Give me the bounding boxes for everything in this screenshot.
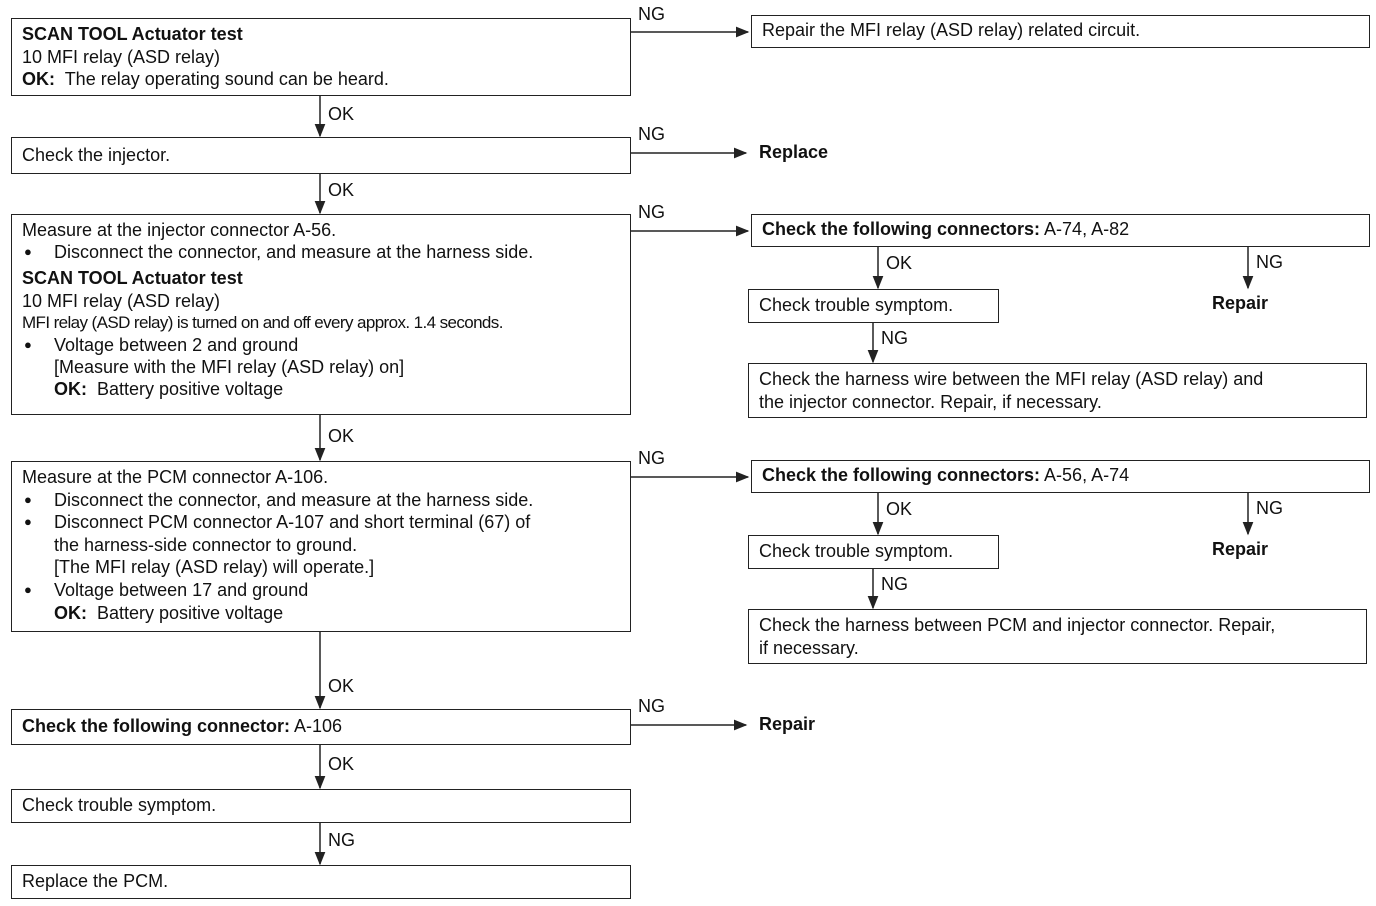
step7-text: Replace the PCM. (22, 871, 169, 891)
step4-sub: [The MFI relay (ASD relay) will operate.] (54, 557, 375, 578)
branch3-check-bold: Check the following connectors: (762, 219, 1041, 239)
branch3-symptom-text: Check trouble symptom. (759, 295, 954, 315)
step4-ok (22, 602, 620, 625)
ng-label-3: NG (638, 202, 665, 222)
branch-repair-a106: Repair (759, 714, 816, 734)
b4-ng-label-harness: NG (881, 574, 908, 594)
ok-label: OK: (54, 379, 87, 400)
step-actuator-test (11, 18, 631, 96)
step3-bullet1: ● Disconnect the connector, and measure at the harness side. (22, 241, 620, 263)
ng-label-5: NG (638, 696, 665, 716)
step3-ok (22, 378, 620, 400)
ok-text: Battery positive voltage (97, 602, 284, 623)
branch4-check-harness (748, 609, 1367, 664)
step5-bold: Check the following connector: (22, 716, 291, 736)
branch4-check-text (762, 464, 1359, 487)
ok-text: Battery positive voltage (97, 379, 284, 400)
step-check-connector-a106 (11, 709, 631, 745)
step3-relay: 10 MFI relay (ASD relay) (22, 290, 221, 311)
branch3-check-harness (748, 363, 1367, 418)
branch4-check-rest: A-56, A-74 (1044, 465, 1130, 485)
step2-text: Check the injector. (22, 145, 171, 165)
ok-label-4: OK (328, 676, 355, 696)
branch3-harness-line1: Check the harness wire between the MFI relay (ASD relay) and (759, 369, 1264, 389)
step3-line1: Measure at the injector connector A-56. (22, 220, 337, 240)
branch3-repair: Repair (1212, 293, 1269, 313)
step-check-injector (11, 137, 631, 174)
ok-label: OK: (22, 69, 55, 90)
ng-label-1: NG (638, 4, 665, 24)
branch3-check-text (762, 218, 1359, 241)
step3-sub: [Measure with the MFI relay (ASD relay) on] (54, 357, 405, 378)
ok-label: OK: (54, 602, 87, 623)
branch4-harness-line1: Check the harness between PCM and injector connector. Repair, (759, 615, 1276, 635)
step4-bullet1: ● Disconnect the connector, and measure at the harness side. (22, 489, 620, 512)
step5-rest: A-106 (294, 716, 343, 736)
step1-relay: 10 MFI relay (ASD relay) (22, 46, 221, 67)
b3-ng-label-harness: NG (881, 328, 908, 348)
step1-title: SCAN TOOL Actuator test (22, 24, 243, 44)
step4-bullet2: ● Disconnect PCM connector A-107 and short terminal (67) of (22, 511, 620, 534)
ng-label-main-6: NG (328, 830, 355, 850)
ok-label-1: OK (328, 104, 355, 124)
b4-ok-label: OK (886, 499, 913, 519)
ng-label-2: NG (638, 124, 665, 144)
step6-text: Check trouble symptom. (22, 795, 217, 815)
step-measure-injector-connector (11, 214, 631, 415)
branch-replace: Replace (759, 142, 829, 162)
ok-text: The relay operating sound can be heard. (64, 69, 389, 90)
step1-ok (22, 68, 620, 91)
ok-label-3: OK (328, 426, 355, 446)
branch4-symptom-text: Check trouble symptom. (759, 541, 954, 561)
ok-label-2: OK (328, 180, 355, 200)
ok-label-5: OK (328, 754, 355, 774)
branch3-check-connectors (751, 214, 1370, 247)
step3-bullet2: ● Voltage between 2 and ground (22, 334, 620, 356)
branch4-harness-line2: if necessary. (759, 637, 859, 658)
branch3-harness-line2: the injector connector. Repair, if necessary. (759, 391, 1102, 412)
branch-repair-relay-circuit (751, 15, 1370, 48)
step-measure-pcm-connector (11, 461, 631, 632)
step4-line1: Measure at the PCM connector A-106. (22, 467, 329, 487)
b3-ok-label: OK (886, 253, 913, 273)
branch4-check-connectors (751, 460, 1370, 493)
step4-bullet2-cont: the harness-side connector to ground. (54, 534, 358, 555)
step3-title2: SCAN TOOL Actuator test (22, 268, 243, 289)
step-replace-pcm (11, 865, 631, 899)
branch1-text: Repair the MFI relay (ASD relay) related circuit. (762, 20, 1141, 40)
step-check-trouble-symptom (11, 789, 631, 823)
branch3-check-symptom (748, 289, 999, 323)
step5-text (22, 715, 620, 738)
branch4-check-symptom (748, 535, 999, 569)
b4-ng-label-repair: NG (1256, 498, 1283, 518)
ng-label-4: NG (638, 448, 665, 468)
branch4-check-bold: Check the following connectors: (762, 465, 1041, 485)
step3-interval: MFI relay (ASD relay) is turned on and off every approx. 1.4 seconds. (22, 312, 503, 332)
step4-bullet3: ● Voltage between 17 and ground (22, 579, 620, 602)
b3-ng-label-repair: NG (1256, 252, 1283, 272)
branch4-repair: Repair (1212, 539, 1269, 559)
branch3-check-rest: A-74, A-82 (1044, 219, 1130, 239)
